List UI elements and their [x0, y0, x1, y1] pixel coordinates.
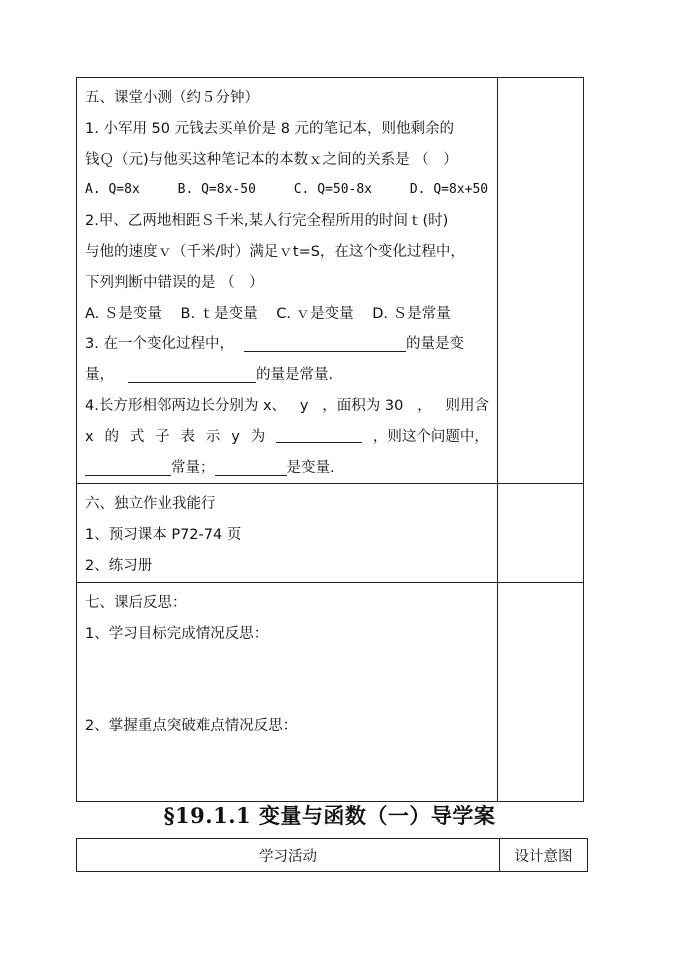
quiz-design-cell — [498, 78, 584, 484]
q4-blank-3[interactable] — [215, 455, 287, 476]
q4-word: 示 — [205, 428, 221, 445]
reflection-heading: 七、课后反思： — [85, 594, 187, 611]
q3-text-d: 的量是常量. — [256, 367, 334, 384]
q2-option-b: B. ｔ是变量 — [180, 305, 258, 322]
q3-blank-2[interactable] — [128, 362, 256, 383]
q3-text-a: 3. 在一个变化过程中， — [85, 336, 234, 353]
q4-seg-4: ， — [417, 397, 432, 414]
q4-seg-1: 4.长方形相邻两边长分别为 x、 — [85, 397, 287, 414]
q1-line2: 钱Ｑ（元)与他买这种笔记本的本数ｘ之间的关系是 （ ） — [85, 151, 458, 168]
homework-heading: 六、独立作业我能行 — [85, 496, 216, 513]
q4-line2-end: ，则这个问题中， — [372, 428, 489, 445]
q4-text-variable: 是变量. — [286, 459, 335, 476]
reflection-cell — [77, 582, 498, 801]
homework-row — [77, 484, 584, 582]
q4-seg-2: y — [299, 397, 309, 414]
q4-word: 式 — [129, 428, 145, 445]
q3-line1 — [85, 329, 489, 360]
q1-options — [85, 175, 489, 206]
q1-option-a: A. Q=8x — [85, 182, 140, 198]
quiz-row — [77, 78, 584, 484]
q2-options — [85, 299, 489, 330]
quiz-cell — [77, 78, 498, 484]
q4-word: x — [85, 428, 94, 445]
q2-option-c: C. ｖ是变量 — [276, 305, 354, 322]
q4-text-constant: 常量； — [171, 459, 215, 476]
q1-option-b: B. Q=8x-50 — [177, 182, 256, 198]
reflection-item-2: 2、掌握重点突破难点情况反思： — [85, 718, 298, 735]
q4-word: y — [231, 428, 240, 445]
q2-option-a: A. Ｓ是变量 — [85, 305, 162, 322]
q4-blank-1[interactable] — [276, 422, 362, 443]
header-learning-activity: 学习活动 — [77, 839, 500, 872]
q4-seg-3: ，面积为 30 — [322, 397, 404, 414]
q4-seg-5: 则用含 — [445, 397, 489, 414]
q4-word: 为 — [250, 428, 266, 445]
q3-blank-1[interactable] — [244, 331, 406, 352]
q3-text-b: 的量是变 — [405, 336, 464, 353]
lesson-table — [76, 77, 584, 802]
q2-line3: 下列判断中错误的是 （ ） — [85, 274, 264, 291]
header-table — [76, 838, 588, 872]
homework-item-2: 2、练习册 — [85, 557, 153, 574]
q4-word: 子 — [155, 428, 170, 445]
q1-option-d: D. Q=8x+50 — [409, 182, 489, 198]
q3-text-c: 量， — [85, 367, 114, 384]
header-design-intent: 设计意图 — [500, 839, 588, 872]
q1-option-c: C. Q=50-8x — [293, 182, 373, 198]
q2-line1: 2.甲、乙两地相距Ｓ千米,某人行完全程所用的时间ｔ(时) — [85, 213, 449, 230]
q3-line2 — [85, 360, 489, 391]
homework-item-1: 1、预习课本 P72-74 页 — [85, 527, 242, 544]
homework-cell — [77, 484, 498, 582]
q4-word: 表 — [180, 428, 196, 445]
homework-design-cell — [498, 484, 584, 582]
reflection-item-1: 1、学习目标完成情况反思： — [85, 625, 269, 642]
q4-word: 的 — [104, 428, 119, 445]
reflection-row — [77, 582, 584, 801]
q4-line1 — [85, 391, 489, 422]
q4-line3 — [85, 453, 489, 484]
section-title: §19.1.1 变量与函数（一）导学案 — [163, 803, 496, 828]
q4-line2 — [85, 422, 489, 453]
q2-line2: 与他的速度ｖ（千米/时）满足ｖt=S，在这个变化过程中， — [85, 243, 465, 260]
q4-blank-2[interactable] — [85, 455, 171, 476]
reflection-design-cell — [498, 582, 584, 801]
q2-option-d: D. Ｓ是常量 — [372, 305, 451, 322]
q1-line1: 1. 小军用 50 元钱去买单价是 8 元的笔记本，则他剩余的 — [85, 120, 455, 137]
quiz-heading: 五、课堂小测（约５分钟） — [85, 90, 259, 106]
